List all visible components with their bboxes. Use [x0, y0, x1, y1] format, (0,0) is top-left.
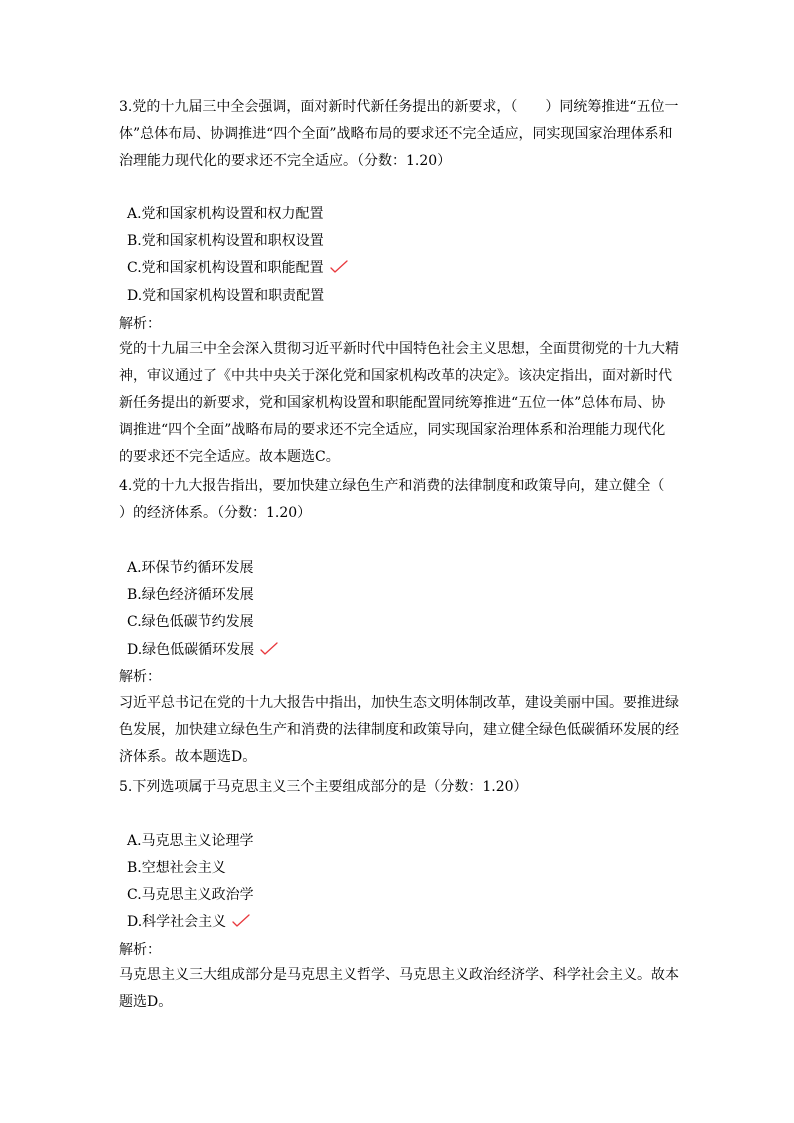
question-3-stem: 3.党的十九届三中全会强调，面对新时代新任务提出的新要求，（ ）同统筹推进“五位一体”总体布局、协调推进“四个全面”战略布局的要求还不完全适应，同实现国家治理体系和治理能力现代化的要求还不完全适应。（分数：1.20）: [119, 99, 679, 169]
question-3-option-c: [127, 258, 348, 278]
option-label: B.空想社会主义: [127, 860, 226, 876]
option-label: C.绿色低碳节约发展: [127, 614, 254, 630]
question-5-stem: 5.下列选项属于马克思主义三个主要组成部分的是（分数：1.20）: [119, 779, 528, 795]
question-5: [119, 774, 679, 801]
question-5-option-a: [127, 831, 254, 851]
option-label: A.党和国家机构设置和权力配置: [127, 206, 324, 222]
question-3-analysis-label: 解析：: [119, 316, 161, 332]
question-3-option-a: [127, 204, 324, 224]
option-label: D.党和国家机构设置和职责配置: [127, 288, 325, 304]
option-label: B.党和国家机构设置和职权设置: [127, 233, 324, 249]
option-label: D.科学社会主义: [127, 914, 227, 930]
question-3-option-d: [127, 286, 324, 306]
question-4: [119, 473, 693, 527]
question-4-analysis-label: 解析：: [119, 669, 161, 685]
option-label: A.环保节约循环发展: [127, 560, 254, 576]
question-4-option-b: [127, 585, 254, 605]
question-3-analysis: [119, 336, 679, 471]
option-label: A.马克思主义论理学: [127, 833, 254, 849]
question-3-option-b: [127, 231, 324, 251]
option-label: D.绿色低碳循环发展: [127, 642, 255, 658]
check-mark-icon: [260, 642, 278, 656]
question-4-option-d: [127, 640, 278, 660]
option-label: C.马克思主义政治学: [127, 887, 254, 903]
question-4-option-a: [127, 558, 254, 578]
question-3: [119, 94, 679, 175]
question-5-analysis: [119, 962, 679, 1016]
question-4-option-c: [127, 612, 254, 632]
question-4-analysis: [119, 690, 679, 771]
question-5-option-d: [127, 912, 250, 932]
check-mark-icon: [330, 260, 348, 274]
question-3-analysis-text: 党的十九届三中全会深入贯彻习近平新时代中国特色社会主义思想，全面贯彻党的十九大精神，审议通过了《中共中央关于深化党和国家机构改革的决定》。该决定指出，面对新时代新任务提出的新要求，党和国家机构设置和职能配置同统筹推进“五位一体”总体布局、协调推进“四个全面”战略布局的要求还不完全适应，同实现国家治理体系和治理能力现代化的要求还不完全适应。故本题选C。: [119, 341, 679, 465]
question-4-analysis-text: 习近平总书记在党的十九大报告中指出，加快生态文明体制改革，建设美丽中国。要推进绿色发展，加快建立绿色生产和消费的法律制度和政策导向，建立健全绿色低碳循环发展的经济体系。故本题选D。: [119, 695, 679, 765]
check-mark-icon: [232, 914, 250, 928]
option-label: C.党和国家机构设置和职能配置: [127, 260, 324, 276]
question-5-analysis-label: 解析：: [119, 942, 161, 958]
question-5-option-b: [127, 858, 226, 878]
question-5-option-c: [127, 885, 254, 905]
question-5-analysis-text: 马克思主义三大组成部分是马克思主义哲学、马克思主义政治经济学、科学社会主义。故本题选D。: [119, 967, 679, 1010]
question-4-stem: 4.党的十九大报告指出，要加快建立绿色生产和消费的法律制度和政策导向，建立健全（ ）的经济体系。（分数：1.20）: [119, 478, 693, 521]
option-label: B.绿色经济循环发展: [127, 587, 254, 603]
